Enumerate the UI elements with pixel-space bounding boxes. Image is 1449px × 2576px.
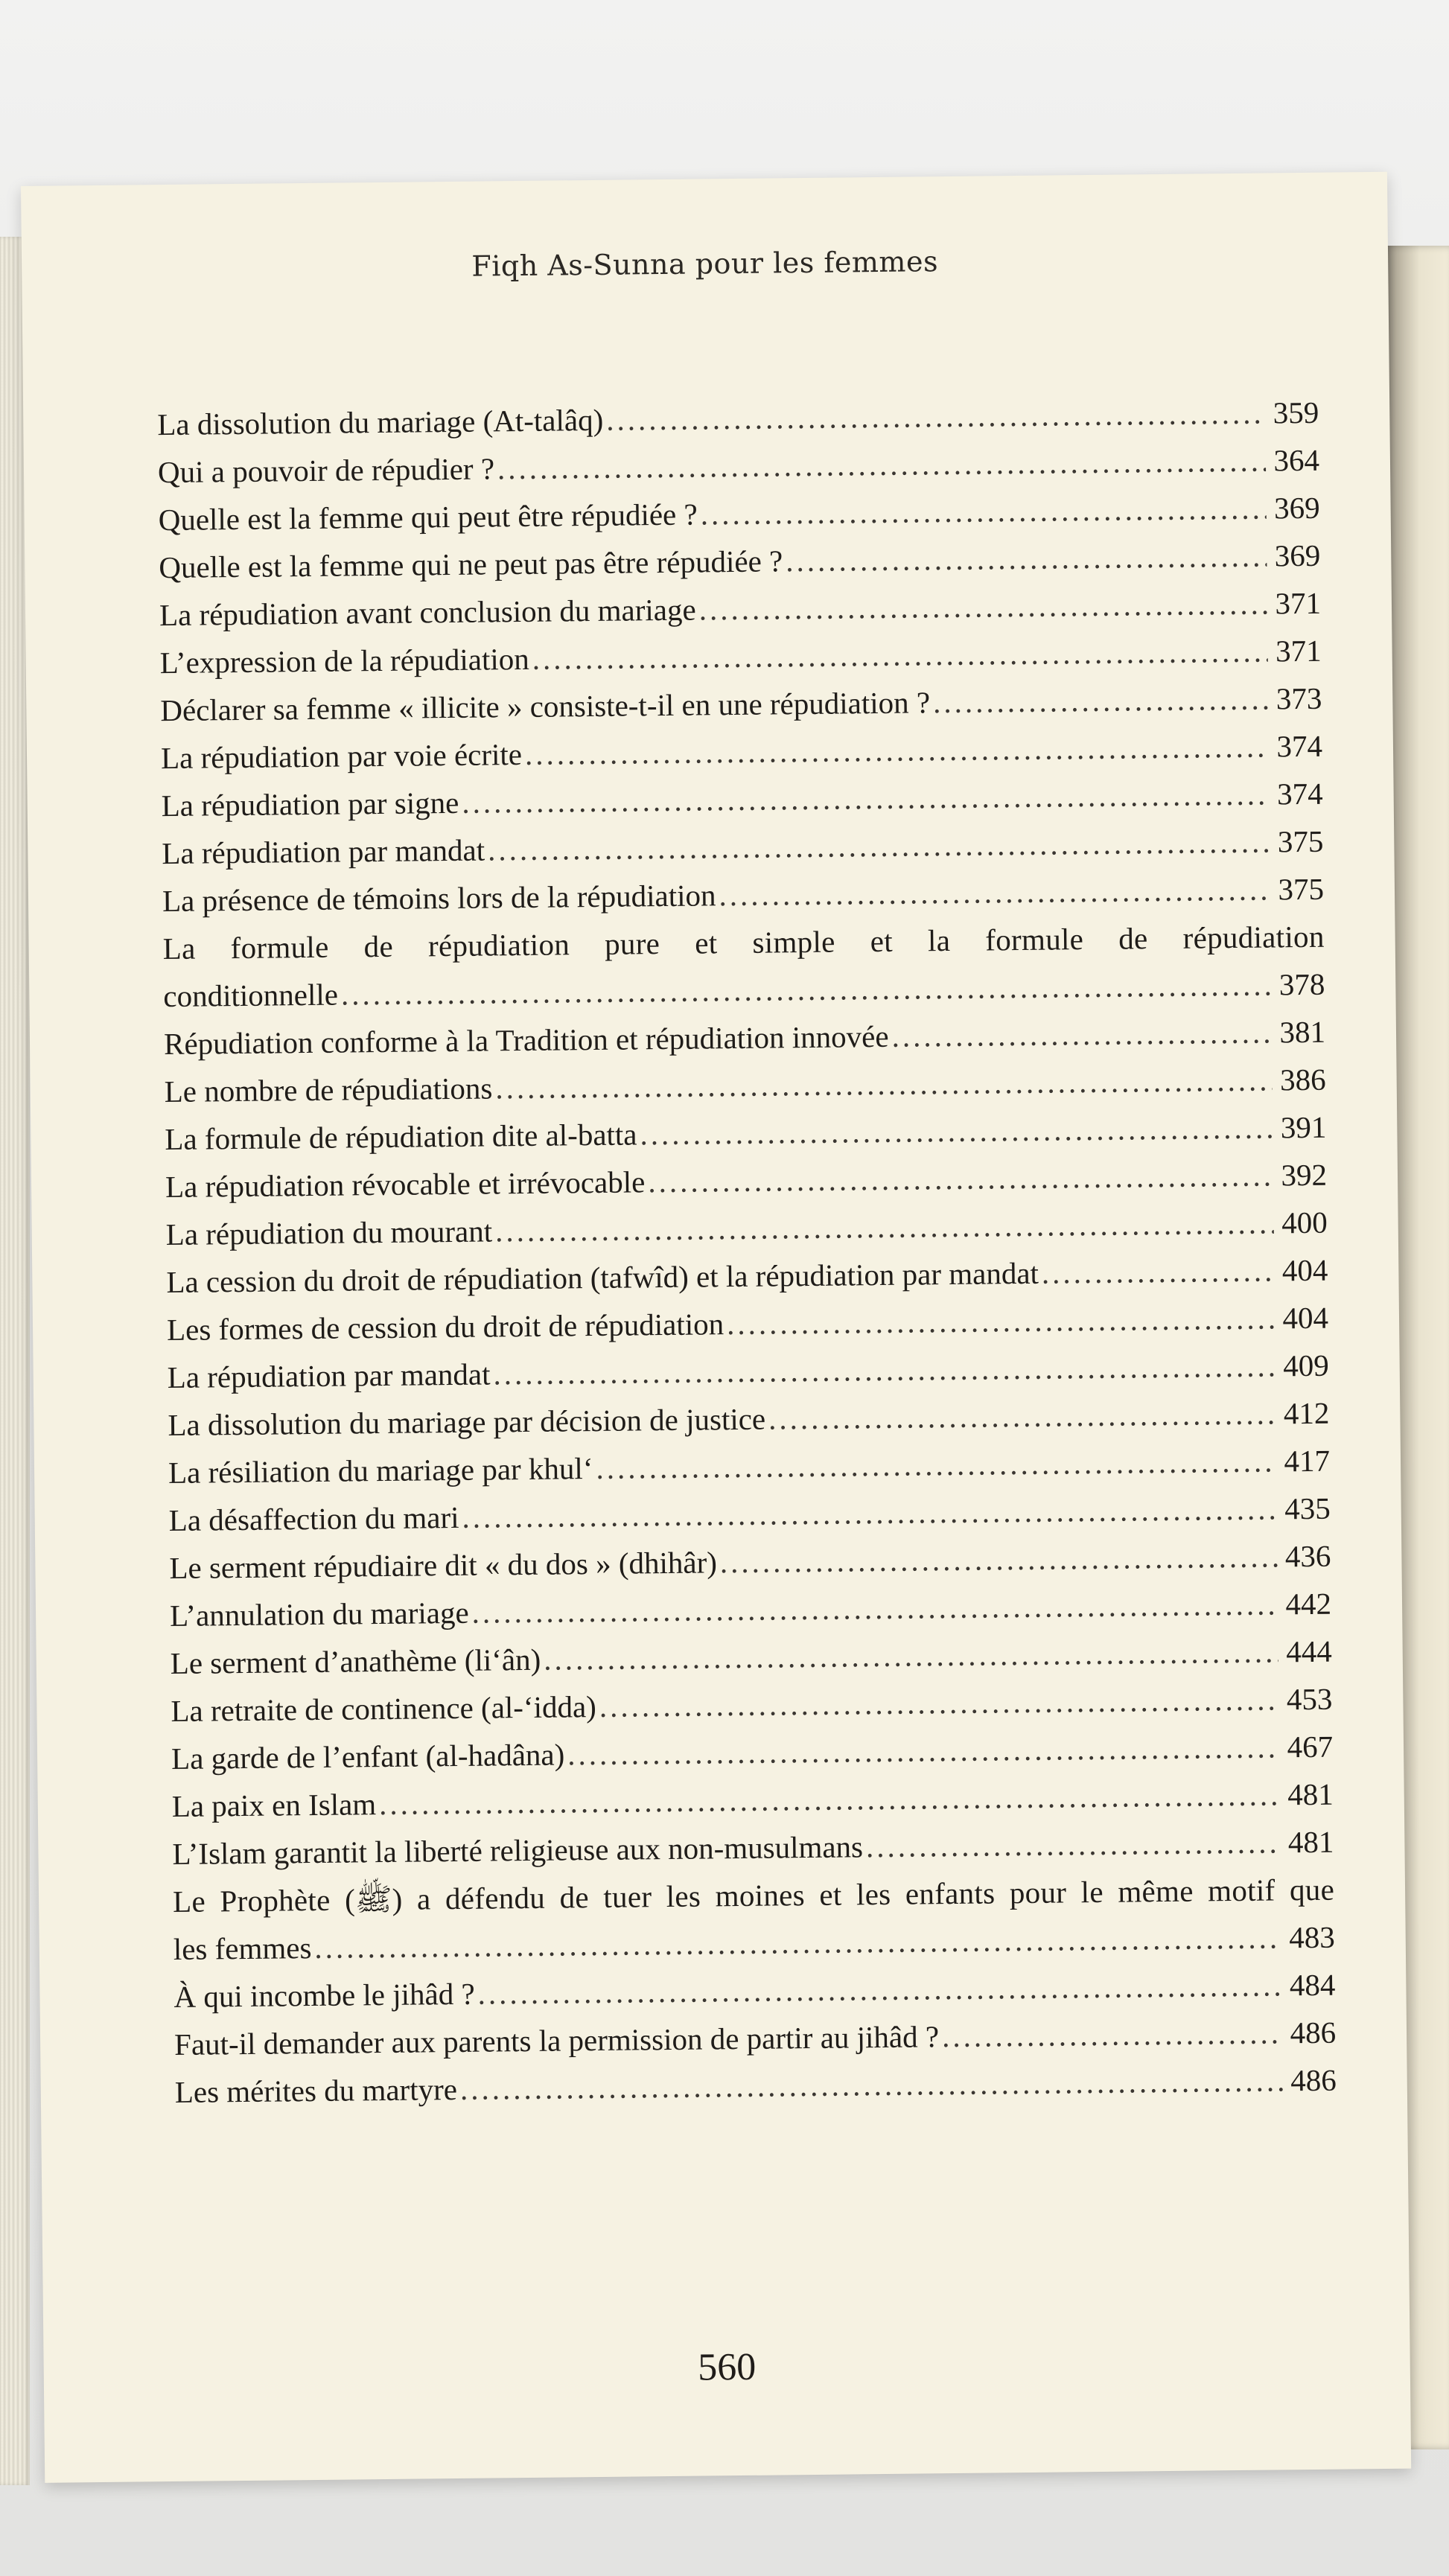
toc-entry-title: Déclarer sa femme « illicite » consiste-t-il en une répudiation ?	[160, 685, 931, 728]
dot-leader	[698, 580, 1267, 634]
toc-entry-page: 483	[1288, 1919, 1335, 1955]
toc-entry-page: 435	[1284, 1491, 1331, 1526]
toc-entry-title: L’Islam garantit la liberté religieuse aux non-musulmans	[172, 1829, 864, 1871]
dot-leader	[1042, 1246, 1275, 1296]
toc-entry-title: La répudiation par mandat	[162, 832, 485, 871]
toc-entry-title: La répudiation par voie écrite	[160, 736, 523, 776]
toc-entry-page: 374	[1276, 776, 1323, 812]
toc-entry-page: 359	[1273, 395, 1319, 430]
toc-entry-title: La répudiation par signe	[161, 785, 459, 823]
dot-leader	[866, 1818, 1281, 1870]
toc-entry-page: 453	[1286, 1681, 1333, 1717]
toc-entry-title: La dissolution du mariage par décision de justice	[168, 1401, 766, 1443]
toc-entry-page: 391	[1280, 1109, 1327, 1145]
toc-entry-page: 442	[1285, 1586, 1332, 1622]
dot-leader	[497, 437, 1267, 493]
dot-leader	[532, 627, 1268, 682]
dot-leader	[648, 1151, 1273, 1205]
dot-leader	[933, 675, 1269, 726]
toc-entry-title: La garde de l’enfant (al-hadâna)	[171, 1737, 565, 1776]
dot-leader	[727, 1294, 1276, 1348]
toc-entry-title: Les mérites du martyre	[174, 2072, 458, 2109]
toc-entry-title: Quelle est la femme qui ne peut pas être répudiée ?	[159, 543, 783, 585]
toc-entry-page: 371	[1275, 585, 1322, 621]
toc-entry-page: 375	[1278, 871, 1325, 907]
dot-leader	[700, 485, 1267, 538]
toc-entry-title: L’annulation du mariage	[169, 1595, 469, 1633]
toc-entry-page: 486	[1290, 2015, 1337, 2050]
toc-entry-title: La répudiation par mandat	[167, 1356, 491, 1395]
toc-entry-title: Le nombre de répudiations	[164, 1071, 493, 1109]
dot-leader	[477, 1961, 1281, 2017]
toc-entry-page: 436	[1284, 1538, 1331, 1574]
dot-leader	[596, 1437, 1276, 1492]
dot-leader	[606, 389, 1266, 444]
dot-leader	[786, 532, 1267, 585]
toc-entry-title: Répudiation conforme à la Tradition et répudiation innovée	[163, 1018, 889, 1062]
toc-entry-page: 364	[1273, 442, 1320, 478]
toc-entry-title: La désaffection du mari	[168, 1499, 459, 1538]
toc-entry-title: Les formes de cession du droit de répudiation	[166, 1307, 724, 1348]
toc-entry-page: 371	[1275, 633, 1322, 669]
toc-entry-title-line1: Le Prophète (ﷺ) a défendu de tuer les moines et les enfants pour le même motif que	[172, 1872, 1335, 1919]
toc-entry-title: La retraite de continence (al-‘idda)	[171, 1689, 597, 1729]
dot-leader	[471, 1580, 1278, 1636]
dot-leader	[493, 1342, 1276, 1397]
toc-entry-page: 386	[1279, 1062, 1326, 1097]
toc-entry-title: Quelle est la femme qui peut être répudiée ?	[158, 497, 698, 538]
toc-entry-page: 392	[1281, 1157, 1328, 1193]
toc-entry-title: La répudiation du mourant	[165, 1214, 493, 1252]
dot-leader	[488, 817, 1270, 873]
toc-entry-page: 467	[1287, 1729, 1334, 1764]
toc-entry-title: La dissolution du mariage (At-talâq)	[157, 402, 604, 442]
dot-leader	[567, 1723, 1279, 1778]
toc-entry-page: 481	[1287, 1824, 1334, 1860]
dot-leader	[720, 1532, 1278, 1586]
toc-entry-page: 404	[1281, 1252, 1328, 1288]
toc-entry-page: 404	[1282, 1300, 1329, 1336]
toc-entry-title: Qui a pouvoir de répudier ?	[157, 451, 495, 490]
toc-entry-title: La formule de répudiation dite al-batta	[165, 1117, 637, 1157]
page-number: 560	[697, 2345, 757, 2389]
toc-entry-page: 484	[1289, 1967, 1336, 2003]
toc-entry-title: La résiliation du mariage par khul‘	[168, 1451, 593, 1491]
toc-entry-page: 375	[1277, 823, 1324, 859]
dot-leader	[599, 1675, 1278, 1730]
dot-leader	[462, 770, 1270, 826]
dot-leader	[462, 1485, 1277, 1540]
toc-entry-page: 369	[1273, 490, 1320, 526]
dot-leader	[495, 1056, 1273, 1112]
dot-leader	[460, 2056, 1283, 2113]
toc-entry-page: 486	[1290, 2062, 1337, 2098]
dot-leader	[544, 1627, 1278, 1683]
toc-entry-title: La présence de témoins lors de la répudiation	[162, 878, 716, 919]
toc-entry-title: La répudiation révocable et irrévocable	[165, 1164, 646, 1205]
toc-entry-title-line1: La formule de répudiation pure et simple et la formule de répudiation	[162, 919, 1325, 966]
toc-entry-page: 381	[1279, 1014, 1326, 1050]
toc-entry-page: 481	[1287, 1776, 1334, 1812]
dot-leader	[942, 2009, 1283, 2060]
toc-entry-page: 373	[1276, 680, 1322, 716]
table-of-contents	[157, 389, 1337, 2116]
toc-entry-title: La répudiation avant conclusion du mariage	[159, 592, 696, 633]
toc-entry-page: 400	[1281, 1205, 1328, 1240]
toc-entry-page: 444	[1285, 1633, 1332, 1669]
dot-leader	[891, 1008, 1272, 1059]
dot-leader	[719, 865, 1270, 919]
toc-entry-page: 417	[1284, 1443, 1331, 1479]
dot-leader	[640, 1103, 1273, 1158]
toc-entry-page: 412	[1283, 1395, 1330, 1431]
dot-leader	[495, 1199, 1274, 1254]
dot-leader	[525, 722, 1270, 777]
toc-entry-title: les femmes	[173, 1931, 312, 1966]
toc-entry-page: 378	[1278, 966, 1325, 1002]
toc-entry-title: Le serment d’anathème (li‘ân)	[170, 1642, 541, 1681]
toc-entry-title: À qui incombe le jihâd ?	[173, 1976, 475, 2014]
toc-entry-page: 374	[1276, 728, 1323, 764]
running-header: Fiqh As-Sunna pour les femmes	[471, 245, 939, 283]
toc-entry-title: Le serment répudiaire dit « du dos » (dhihâr)	[169, 1545, 718, 1586]
dot-leader	[768, 1389, 1276, 1442]
toc-entry-title: La cession du droit de répudiation (tafwîd) et la répudiation par mandat	[166, 1255, 1039, 1300]
toc-entry-title: Faut-il demander aux parents la permission de partir au jihâd ?	[173, 2019, 940, 2062]
toc-entry-title: L’expression de la répudiation	[159, 641, 529, 680]
toc-entry-title: conditionnelle	[163, 977, 339, 1014]
toc-entry-page: 409	[1282, 1348, 1329, 1383]
book-page	[21, 172, 1411, 2483]
toc-entry-page: 369	[1274, 538, 1321, 573]
toc-entry-title: La paix en Islam	[171, 1787, 377, 1823]
